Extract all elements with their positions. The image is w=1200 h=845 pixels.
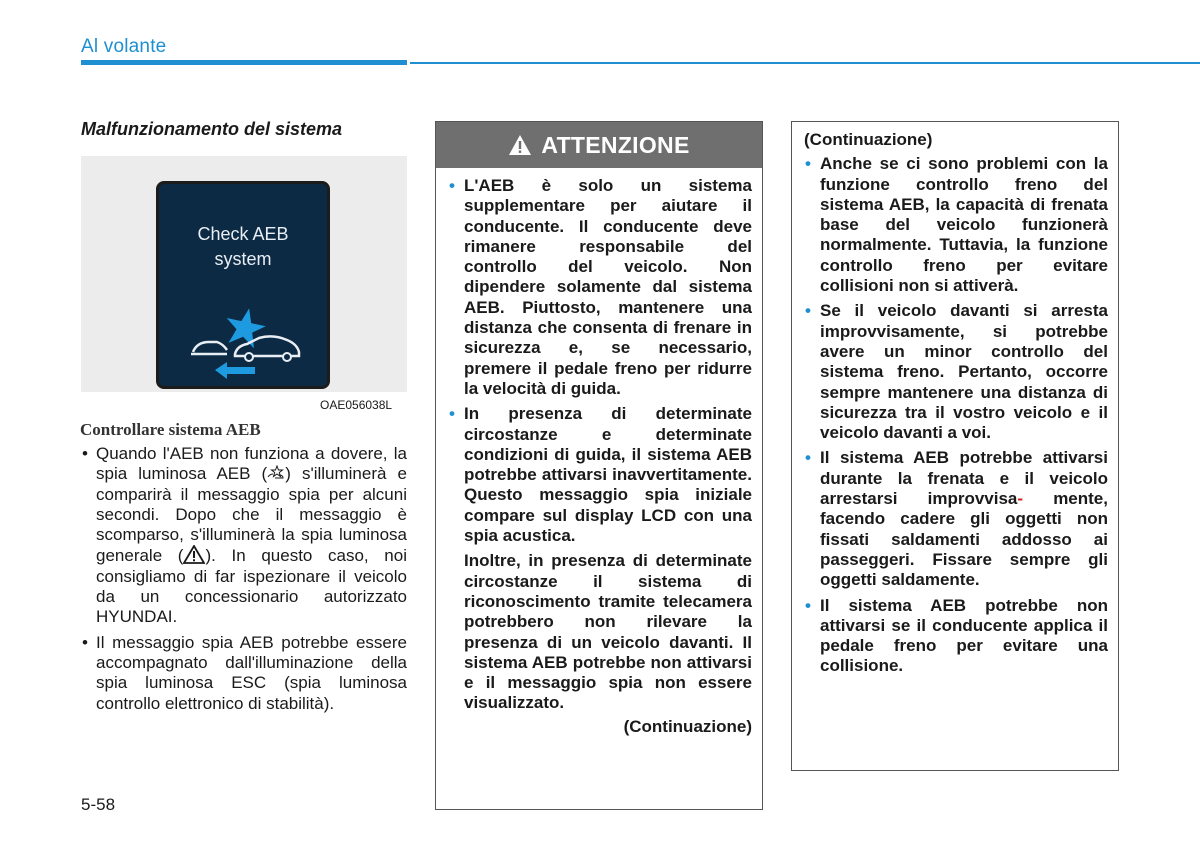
subheading-check-aeb: Controllare sistema AEB [80,420,261,439]
warning-title: ATTENZIONE [541,131,690,158]
aeb-warning-icon [267,465,285,481]
hyphen-mark: - [1017,489,1024,509]
master-warning-icon [183,545,205,564]
page-number: 5-58 [81,795,116,814]
list-item: • Anche se ci sono problemi con la funzione controllo freno del sistema AEB, la capacità di frenata base del veicolo funzionerà normalmente. Tuttavia, la funzione controllo freno per evitare collisioni non si attiverà. [804,154,1108,296]
bullet1-text-a: Quando l'AEB non funziona a dovere, la spia luminosa AEB ( [96,444,407,484]
warning-box [435,121,763,810]
list-item: • Se il veicolo davanti si arresta improvvisamente, si potrebbe avere un minor controllo del sistema freno. Pertanto, occorre sempre mantenere una distanza di sicurezza tra il vostro veicolo e il veicolo davanti a voi. [804,301,1108,443]
continuation-body [792,122,1118,677]
warning-triangle-icon [508,134,532,156]
figure-panel [81,156,407,392]
section-heading: Malfunzionamento del sistema [81,119,343,139]
list-item [804,448,1108,590]
continuation-box [791,121,1119,771]
bullet1-text-b: ) s'illuminerà e comparirà il messaggio spia per alcuni secondi. Dopo che il messaggio è scomparso, s'illuminerà la spia luminosa generale ( [96,464,407,566]
header-rule-thick [81,60,407,65]
warning-header [436,122,762,168]
continued-label: (Continuazione) [623,716,752,736]
list-item: • In presenza di determinate circostanze e determinate condizioni di guida, il sistema AEB potrebbe attivarsi inavvertitamente. Questo messaggio spia iniziale compare sul display LCD con una spia acustica. [448,404,752,546]
display-line-1: Check AEB [197,224,289,244]
warning-paragraph: Inoltre, in presenza di determinate circostanze il sistema di riconoscimento tramite telecamera potrebbero non rilevare la presenza di un veicolo davanti. Il sistema AEB potrebbe non attivarsi e il messaggio spia non essere visualizzato. [464,551,752,713]
bullet1-text-c: ). In questo caso, noi consigliamo di far ispezionare il veicolo da un concessionario autorizzato HYUNDAI. [96,546,407,627]
warning-bullet-list [448,176,752,546]
continuation-label: (Continuazione) [804,130,933,149]
bullet3-text-b: mente, facendo cadere gli oggetti non fissati saldamenti addosso ai passeggeri. Fissare sempre gli oggetti saldamente. [820,489,1108,590]
continuation-bullet-list [804,154,1108,676]
warning-body [436,168,762,737]
list-item: • L'AEB è solo un sistema supplementare per aiutare il conducente. Il conducente deve rimanere responsabile del controllo del veicolo. Non dipendere solamente dal sistema AEB. Piuttosto, mantenere una distanza che consenta di frenare in sicurezza e, se necessario, premere il pedale freno per ridurre la velocità di guida. [448,176,752,399]
header-rule-thin [410,62,1200,64]
aeb-collision-icon [187,302,305,384]
page-header-title: Al volante [81,36,167,57]
list-item: • Il sistema AEB potrebbe non attivarsi se il conducente applica il pedale freno per evitare una collisione. [804,596,1108,677]
display-line-2: system [214,249,272,269]
list-item: • Il messaggio spia AEB potrebbe essere accompagnato dall'illuminazione della spia luminosa ESC (spia luminosa controllo elettronico di stabilità). [80,633,407,714]
figure-code: OAE056038L [320,398,393,412]
list-item [80,444,407,628]
left-bullet-list [80,444,407,714]
display-message [159,222,327,272]
left-column [80,420,407,719]
bullet3-text-a: Il sistema AEB potrebbe attivarsi durante la frenata e il veicolo arrestarsi improvvisa [820,448,1108,509]
cluster-display [156,181,330,389]
